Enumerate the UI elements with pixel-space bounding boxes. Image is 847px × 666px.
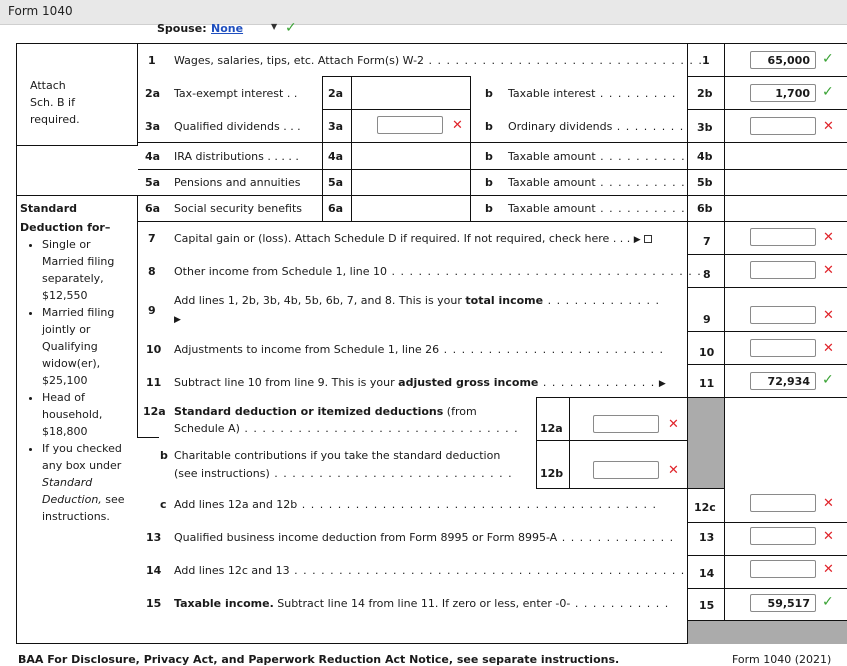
check-icon: ✓ [822, 594, 834, 610]
standard-item: • Head of household, $18,800 [42, 389, 135, 440]
standard-deduction-note [20, 200, 135, 525]
line-15-input[interactable]: 59,517 [750, 594, 816, 612]
check-icon: ✓ [822, 372, 834, 388]
x-icon: ✕ [823, 119, 834, 134]
window-titlebar [0, 0, 847, 25]
checkbox[interactable] [644, 235, 652, 243]
standard-item: • Single or Married filing separately, $12,550 [42, 236, 135, 304]
check-icon: ✓ [822, 51, 834, 67]
x-icon: ✕ [823, 263, 834, 278]
footer-notice: BAA For Disclosure, Privacy Act, and Paperwork Reduction Act Notice, see separate instructions. [18, 653, 620, 666]
line-3b-input[interactable] [750, 117, 816, 135]
line-11-input[interactable]: 72,934 [750, 372, 816, 390]
x-icon: ✕ [668, 463, 679, 478]
line-10-input[interactable] [750, 339, 816, 357]
spouse-select[interactable]: None ▼ [211, 22, 278, 35]
x-icon: ✕ [823, 562, 834, 577]
line-7-input[interactable] [750, 228, 816, 246]
line-12c-input[interactable] [750, 494, 816, 512]
window-title: Form 1040 [8, 4, 73, 18]
amount-column-divider [724, 43, 725, 644]
chevron-down-icon: ▼ [271, 22, 278, 31]
standard-item: • Married filing jointly or Qualifying widow(er), $25,100 [42, 304, 135, 389]
standard-item: • If you checked any box under Standard Deduction, see instructions. [42, 440, 135, 525]
line-3a-input[interactable] [377, 116, 443, 134]
x-icon: ✕ [668, 417, 679, 432]
line-13-input[interactable] [750, 527, 816, 545]
check-icon: ✓ [822, 84, 834, 100]
x-icon: ✕ [823, 496, 834, 511]
frame-line [16, 643, 687, 644]
attach-note: Attach Sch. B if required. [30, 79, 80, 126]
line-12b-input[interactable] [593, 461, 659, 479]
line-9-input[interactable] [750, 306, 816, 324]
x-icon: ✕ [823, 230, 834, 245]
line-14-input[interactable] [750, 560, 816, 578]
standard-title: Standard [20, 202, 78, 215]
spouse-label: Spouse: [157, 22, 207, 35]
x-icon: ✕ [823, 341, 834, 356]
line-8-input[interactable] [750, 261, 816, 279]
line-7-label: Capital gain or (loss). Attach Schedule D if required. If not required, check here . . . ▶ [174, 232, 652, 245]
standard-subtitle: Deduction for– [20, 221, 111, 234]
x-icon: ✕ [823, 529, 834, 544]
footer-form: Form 1040 (2021) [732, 653, 832, 666]
line-2b-input[interactable]: 1,700 [750, 84, 816, 102]
shaded-cell [688, 397, 724, 488]
line-1-input[interactable]: 65,000 [750, 51, 816, 69]
x-icon: ✕ [823, 308, 834, 323]
x-icon: ✕ [452, 118, 463, 133]
frame-line [16, 43, 17, 644]
shaded-cell [688, 620, 847, 644]
line-1-label: Wages, salaries, tips, etc. Attach Form(s) W-2 . . . . . . . . . . . . . . . . . . . . . . . . . . . . . . . [174, 54, 703, 67]
check-icon: ✓ [285, 20, 297, 36]
line-12a-input[interactable] [593, 415, 659, 433]
line-number-column-divider [687, 43, 688, 644]
